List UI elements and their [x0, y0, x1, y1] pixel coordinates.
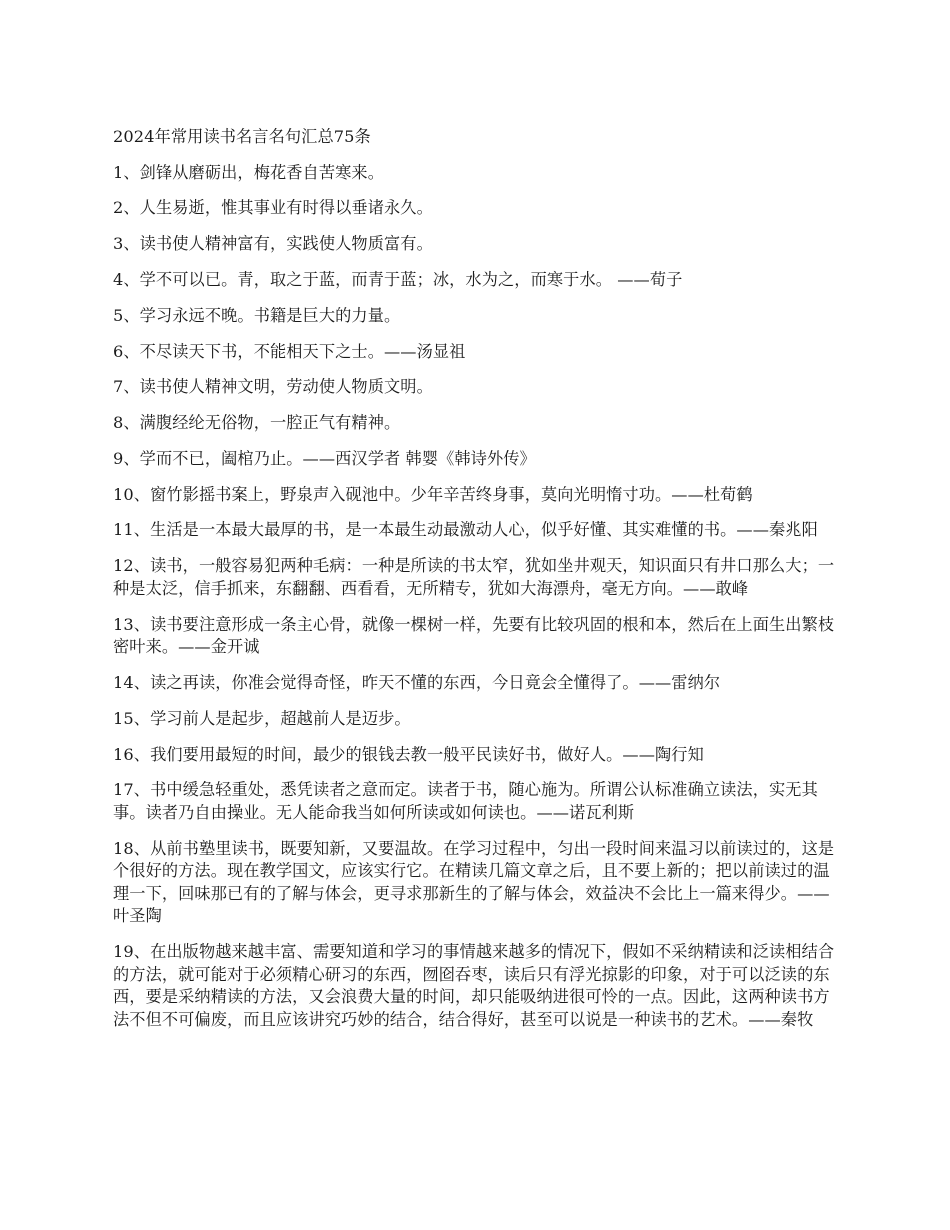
quote-item: 13、读书要注意形成一条主心骨，就像一棵树一样，先要有比较巩固的根和本，然后在上面生出繁枝密叶来。——金开诚: [113, 614, 835, 657]
quote-item: 16、我们要用最短的时间，最少的银钱去教一般平民读好书，做好人。——陶行知: [113, 744, 704, 764]
document-title: 2024年常用读书名言名句汇总75条: [113, 127, 371, 146]
quote-item: 17、书中缓急轻重处，悉凭读者之意而定。读者于书，随心施为。所谓公认标准确立读法，实无其事。读者乃自由操业。无人能命我当如何所读或如何读也。——诺瓦利斯: [113, 780, 818, 822]
quote-item: 6、不尽读天下书，不能相天下之士。——汤显祖: [113, 341, 466, 361]
quote-item: 5、学习永远不晚。书籍是巨大的力量。: [113, 305, 401, 325]
quote-item: 10、窗竹影摇书案上，野泉声入砚池中。少年辛苦终身事，莫向光明惰寸功。——杜荀鹤: [113, 484, 753, 504]
quote-item: 9、学而不已，阖棺乃止。——西汉学者 韩婴《韩诗外传》: [113, 448, 536, 468]
quote-item: 4、学不可以已。青，取之于蓝，而青于蓝；冰，水为之，而寒于水。 ——荀子: [113, 269, 683, 289]
quote-item: 14、读之再读，你准会觉得奇怪，昨天不懂的东西，今日竟会全懂得了。——雷纳尔: [113, 672, 721, 692]
quote-item: 3、读书使人精神富有，实践使人物质富有。: [113, 234, 433, 254]
quote-item: 1、剑锋从磨砺出，梅花香自苦寒来。: [113, 162, 384, 182]
quote-item: 7、读书使人精神文明，劳动使人物质文明。: [113, 377, 433, 397]
quote-item: 15、学习前人是起步，超越前人是迈步。: [113, 708, 411, 728]
quote-item: 19、在出版物越来越丰富、需要知道和学习的事情越来越多的情况下，假如不采纳精读和泛读相结合的方法，就可能对于必须精心研习的东西，囫囵吞枣，读后只有浮光掠影的印象，对于可以泛读的东西，要是采纳精读的方法，又会浪费大量的时间，却只能吸纳进很可怜的一点。因此，这两种读书方法不但不可偏废，而且应该讲究巧妙的结合，结合得好，甚至可以说是一种读书的艺术。——秦牧: [113, 942, 835, 1029]
quote-item: 12、读书，一般容易犯两种毛病：一种是所读的书太窄，犹如坐井观天，知识面只有井口那么大；一种是太泛，信手抓来，东翻翻、西看看，无所精专，犹如大海漂舟，毫无方向。——敢峰: [113, 556, 835, 598]
document-body: [113, 126, 838, 1045]
quote-item: 2、人生易逝，惟其事业有时得以垂诸永久。: [113, 198, 433, 218]
quote-item: 11、生活是一本最大最厚的书，是一本最生动最激动人心，似乎好懂、其实难懂的书。——秦兆阳: [113, 520, 818, 540]
quote-item: 8、满腹经纶无俗物，一腔正气有精神。: [113, 413, 401, 433]
quote-item: 18、从前书塾里读书，既要知新，又要温故。在学习过程中，匀出一段时间来温习以前读过的，这是个很好的方法。现在教学国文，应该实行它。在精读几篇文章之后，且不要上新的；把以前读过的温理一下，回味那已有的了解与体会，更寻求那新生的了解与体会，效益决不会比上一篇来得少。——叶圣陶: [113, 838, 835, 926]
